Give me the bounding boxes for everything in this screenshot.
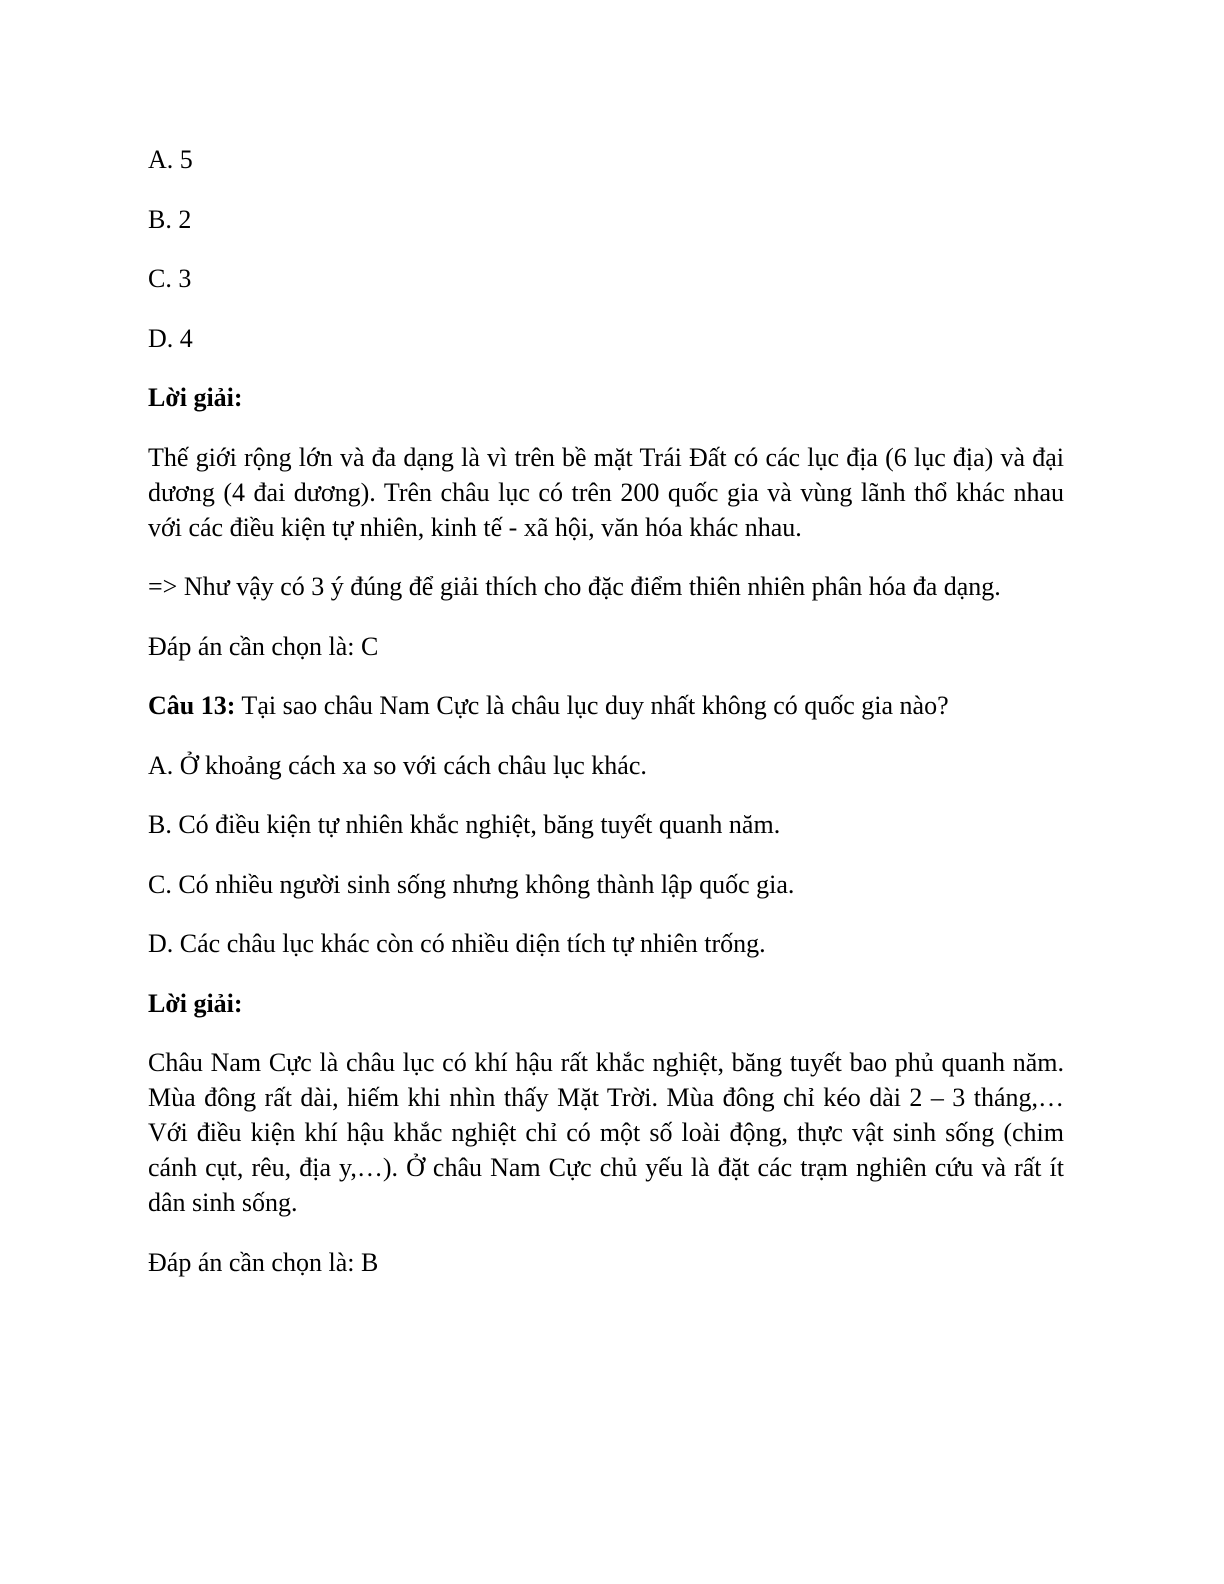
q13-answer: Đáp án cần chọn là: B [148,1247,379,1277]
q12-option-d: D. 4 [148,323,193,353]
q12-option-b: B. 2 [148,204,192,234]
q13-solution-explanation: Châu Nam Cực là châu lục có khí hậu rất khắc nghiệt, băng tuyết bao phủ quanh năm. Mùa đông rất dài, hiếm khi nhìn thấy Mặt Trời. Mùa đông chỉ kéo dài 2 – 3 tháng,… Với điều kiện khí hậu khắc nghiệt chỉ có một số loài động, thực vật sinh sống (chim cánh cụt, rêu, địa y,…). Ở châu Nam Cực chủ yếu là đặt các trạm nghiên cứu và rất ít dân sinh sống. [148,1048,1064,1217]
q13-text: Tại sao châu Nam Cực là châu lục duy nhất không có quốc gia nào? [235,691,949,720]
q13-question [148,688,1064,723]
q13-option-a: A. Ở khoảng cách xa so với cách châu lục khác. [148,750,647,780]
q12-option-c: C. 3 [148,264,192,293]
q12-option-a: A. 5 [148,145,193,174]
q13-option-b: B. Có điều kiện tự nhiên khắc nghiệt, băng tuyết quanh năm. [148,810,781,839]
q12-solution-explanation: Thế giới rộng lớn và đa dạng là vì trên bề mặt Trái Đất có các lục địa (6 lục địa) và đại dương (4 đai dương). Trên châu lục có trên 200 quốc gia và vùng lãnh thổ khác nhau với các điều kiện tự nhiên, kinh tế - xã hội, văn hóa khác nhau. [148,442,1064,542]
q12-solution-conclusion: => Như vậy có 3 ý đúng để giải thích cho đặc điểm thiên nhiên phân hóa đa dạng. [148,572,1001,601]
q13-option-d: D. Các châu lục khác còn có nhiều diện tích tự nhiên trống. [148,929,766,958]
q13-solution-heading: Lời giải: [148,988,243,1018]
q12-solution-heading: Lời giải: [148,383,243,412]
document-page [148,142,1064,1304]
q13-label: Câu 13: [148,691,236,720]
q12-answer: Đáp án cần chọn là: C [148,631,379,661]
q13-option-c: C. Có nhiều người sinh sống nhưng không thành lập quốc gia. [148,869,795,899]
